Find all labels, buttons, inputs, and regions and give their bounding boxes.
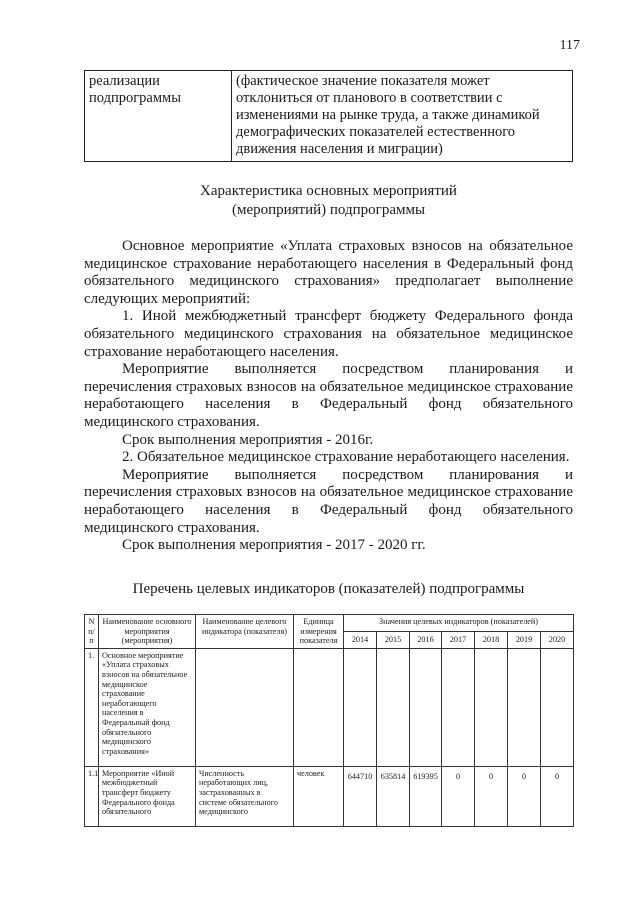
year-header: 2014 xyxy=(344,631,377,648)
text-line: (фактическое значение показателя может xyxy=(236,73,490,89)
heading-line: (мероприятий) подпрограммы xyxy=(231,202,426,218)
paragraph: Срок выполнения мероприятия - 2017 - 2020 гг. xyxy=(122,537,426,554)
cell-value xyxy=(377,648,410,766)
cell-value: 0 xyxy=(442,766,475,826)
left-cell xyxy=(85,71,232,162)
right-cell xyxy=(232,71,573,162)
col-header-values: Значения целевых индикаторов (показателей) xyxy=(344,615,574,632)
cell-value: 635814 xyxy=(377,766,410,826)
cell-event: Мероприятие «Иной межбюджетный трансферт бюджету Федерального фонда обязательного xyxy=(99,766,196,826)
col-header-unit: Единица измерения показателя xyxy=(294,615,344,649)
continuation-table xyxy=(84,70,573,162)
table-row xyxy=(85,648,574,766)
cell-indicator xyxy=(196,648,294,766)
cell-value: 0 xyxy=(475,766,508,826)
cell-indicator: Численность неработающих лиц, застрахованных в системе обязательного медицинского xyxy=(196,766,294,826)
paragraph: Мероприятие выполняется посредством планирования и перечисления страховых взносов на обязательное медицинское страхование неработающего населения в Федеральный фонд обязательного медицинского страхования. xyxy=(84,361,573,430)
text-line: отклониться от планового в соответствии с xyxy=(236,90,503,106)
paragraph: 1. Иной межбюджетный трансферт бюджету Федерального фонда обязательного медицинского страхования на обязательное медицинское страхование неработающего населения. xyxy=(84,308,573,360)
cell-value: 0 xyxy=(541,766,574,826)
cell-value xyxy=(344,648,377,766)
cell-value xyxy=(410,648,442,766)
cell-value xyxy=(508,648,541,766)
cell-event: Основное мероприятие «Уплата страховых взносов на обязательное медицинское страхование неработающего населения в Федеральный фонд обязательного медицинского страхования» xyxy=(99,648,196,766)
cell-num: 1. xyxy=(85,648,99,766)
paragraph: Срок выполнения мероприятия - 2016г. xyxy=(122,431,374,448)
table-heading: Перечень целевых индикаторов (показателей) подпрограммы xyxy=(132,581,525,597)
text-line: изменениями на рынке труда, а также динамикой xyxy=(236,107,540,123)
col-header-num: N п/п xyxy=(85,615,99,649)
year-header: 2020 xyxy=(541,631,574,648)
cell-value: 0 xyxy=(508,766,541,826)
section-heading xyxy=(84,182,573,220)
paragraph: Основное мероприятие «Уплата страховых взносов на обязательное медицинское страхование неработающего населения в Федеральный фонд обязательного медицинского страхования» предполагает выполнение следующих мероприятий: xyxy=(84,238,573,307)
cell-value xyxy=(442,648,475,766)
text-line: подпрограммы xyxy=(89,90,181,106)
text-line: демографических показателей естественного xyxy=(236,124,516,140)
cell-value xyxy=(541,648,574,766)
paragraph: Мероприятие выполняется посредством планирования и перечисления страховых взносов на обязательное медицинское страхование неработающего населения в Федеральный фонд обязательного медицинского страхования. xyxy=(84,466,573,536)
year-header: 2017 xyxy=(442,631,475,648)
cell-unit: человек xyxy=(294,766,344,826)
year-header: 2016 xyxy=(410,631,442,648)
table-row xyxy=(85,766,574,826)
paragraph: 2. Обязательное медицинское страхование неработающего населения. xyxy=(122,449,570,466)
table-row xyxy=(85,71,573,162)
year-header: 2019 xyxy=(508,631,541,648)
year-header: 2018 xyxy=(475,631,508,648)
year-header: 2015 xyxy=(377,631,410,648)
text-line: реализации xyxy=(89,73,160,89)
cell-value: 644710 xyxy=(344,766,377,826)
cell-value xyxy=(475,648,508,766)
body-text xyxy=(84,238,573,555)
cell-unit xyxy=(294,648,344,766)
heading-line: Характеристика основных мероприятий xyxy=(200,183,457,199)
header-row xyxy=(85,615,574,632)
page-number: 117 xyxy=(559,38,580,53)
cell-value: 619395 xyxy=(410,766,442,826)
indicators-table xyxy=(84,614,574,827)
col-header-indicator: Наименование целевого индикатора (показателя) xyxy=(196,615,294,649)
cell-num: 1.1 xyxy=(85,766,99,826)
col-header-event: Наименование основного мероприятия (мероприятия) xyxy=(99,615,196,649)
text-line: движения населения и миграции) xyxy=(236,141,443,157)
